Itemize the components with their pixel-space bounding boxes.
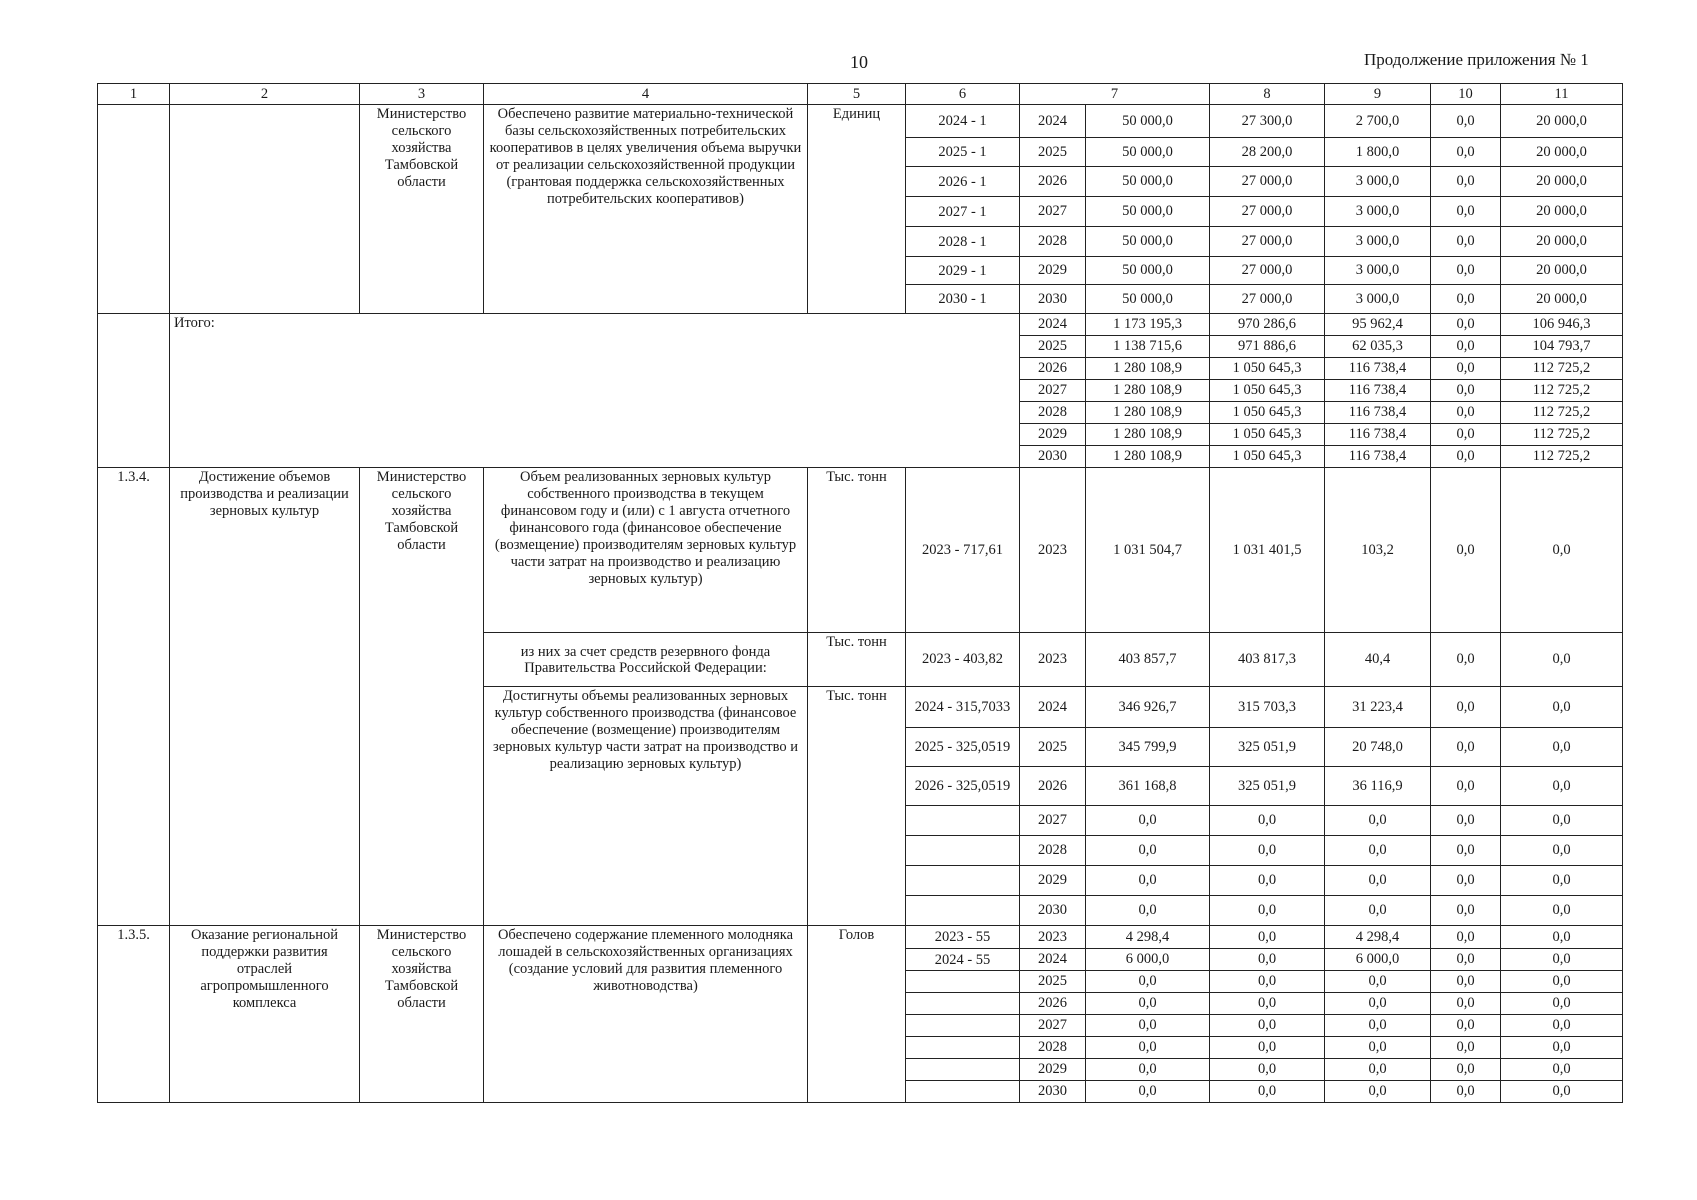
local-cell: 0,0 <box>1431 926 1501 949</box>
federal-cell: 0,0 <box>1210 806 1325 836</box>
year-cell: 2026 <box>1020 993 1086 1015</box>
c8-cell: 403 817,3 <box>1210 633 1325 687</box>
name-cell: Достижение объемов производства и реализации зерновых культур <box>170 468 360 926</box>
federal-cell: 0,0 <box>1210 836 1325 866</box>
year-cell: 2025 <box>1020 728 1086 767</box>
table-row <box>98 926 1623 949</box>
c9-cell: 40,4 <box>1325 633 1431 687</box>
regional-cell: 0,0 <box>1325 896 1431 926</box>
column-header: 6 <box>906 84 1020 105</box>
federal-cell: 970 286,6 <box>1210 314 1325 336</box>
c9-cell: 103,2 <box>1325 468 1431 633</box>
num-cell: 1.3.5. <box>98 926 170 1103</box>
target-cell <box>906 1015 1020 1037</box>
federal-cell: 27 000,0 <box>1210 197 1325 227</box>
itogo-label: Итого: <box>170 314 1020 468</box>
target-cell <box>906 993 1020 1015</box>
year-cell: 2027 <box>1020 197 1086 227</box>
federal-cell: 0,0 <box>1210 1037 1325 1059</box>
local-cell: 0,0 <box>1431 336 1501 358</box>
regional-cell: 95 962,4 <box>1325 314 1431 336</box>
c10-cell: 0,0 <box>1431 633 1501 687</box>
column-header: 3 <box>360 84 484 105</box>
local-cell: 0,0 <box>1431 446 1501 468</box>
regional-cell: 0,0 <box>1325 971 1431 993</box>
responsible-cell: Министерство сельского хозяйства Тамбовской области <box>360 105 484 314</box>
year-cell: 2028 <box>1020 1037 1086 1059</box>
total-cell: 0,0 <box>1086 1015 1210 1037</box>
federal-cell: 0,0 <box>1210 926 1325 949</box>
year-cell: 2024 <box>1020 314 1086 336</box>
regional-cell: 3 000,0 <box>1325 227 1431 257</box>
extra-cell: 20 000,0 <box>1501 197 1623 227</box>
federal-cell: 1 050 645,3 <box>1210 358 1325 380</box>
extra-cell: 112 725,2 <box>1501 424 1623 446</box>
regional-cell: 0,0 <box>1325 1037 1431 1059</box>
target-cell: 2024 - 55 <box>906 949 1020 971</box>
regional-cell: 3 000,0 <box>1325 285 1431 314</box>
extra-cell: 112 725,2 <box>1501 380 1623 402</box>
year-cell: 2029 <box>1020 257 1086 285</box>
total-cell: 0,0 <box>1086 806 1210 836</box>
year-cell: 2028 <box>1020 836 1086 866</box>
target-cell: 2023 - 55 <box>906 926 1020 949</box>
total-cell: 1 138 715,6 <box>1086 336 1210 358</box>
column-header: 8 <box>1210 84 1325 105</box>
target-cell: 2023 - 403,82 <box>906 633 1020 687</box>
year-cell: 2026 <box>1020 767 1086 806</box>
c10-cell: 0,0 <box>1431 468 1501 633</box>
extra-cell: 0,0 <box>1501 971 1623 993</box>
local-cell: 0,0 <box>1431 896 1501 926</box>
extra-cell: 112 725,2 <box>1501 358 1623 380</box>
extra-cell: 0,0 <box>1501 806 1623 836</box>
unit-cell: Тыс. тонн <box>808 687 906 926</box>
target-cell: 2023 - 717,61 <box>906 468 1020 633</box>
year-cell: 2025 <box>1020 138 1086 167</box>
local-cell: 0,0 <box>1431 227 1501 257</box>
total-cell: 6 000,0 <box>1086 949 1210 971</box>
local-cell: 0,0 <box>1431 314 1501 336</box>
total-cell: 361 168,8 <box>1086 767 1210 806</box>
page-number: 10 <box>850 52 868 72</box>
column-header: 11 <box>1501 84 1623 105</box>
target-cell <box>906 866 1020 896</box>
year-cell: 2024 <box>1020 105 1086 138</box>
federal-cell: 27 000,0 <box>1210 167 1325 197</box>
result-cell: Обеспечено содержание племенного молодняка лошадей в сельскохозяйственных организациях (создание условий для развития племенного животноводства) <box>484 926 808 1103</box>
federal-cell: 27 000,0 <box>1210 257 1325 285</box>
extra-cell: 0,0 <box>1501 949 1623 971</box>
extra-cell: 0,0 <box>1501 687 1623 728</box>
local-cell: 0,0 <box>1431 993 1501 1015</box>
year-cell: 2023 <box>1020 926 1086 949</box>
total-cell: 1 173 195,3 <box>1086 314 1210 336</box>
extra-cell: 104 793,7 <box>1501 336 1623 358</box>
local-cell: 0,0 <box>1431 358 1501 380</box>
header-row <box>98 84 1623 105</box>
local-cell: 0,0 <box>1431 687 1501 728</box>
year-cell: 2030 <box>1020 285 1086 314</box>
year-cell: 2027 <box>1020 1015 1086 1037</box>
name-cell: Оказание региональной поддержки развития отраслей агропромышленного комплекса <box>170 926 360 1103</box>
total-cell: 0,0 <box>1086 971 1210 993</box>
regional-cell: 20 748,0 <box>1325 728 1431 767</box>
year-cell: 2025 <box>1020 971 1086 993</box>
local-cell: 0,0 <box>1431 836 1501 866</box>
federal-cell: 0,0 <box>1210 949 1325 971</box>
year-cell: 2030 <box>1020 446 1086 468</box>
num-cell: 1.3.4. <box>98 468 170 926</box>
regional-cell: 1 800,0 <box>1325 138 1431 167</box>
result-cell: Обеспечено развитие материально-технической базы сельскохозяйственных потребительских кооперативов в целях увеличения объема выручки от реализации сельскохозяйственной продукции (грантовая поддержка сельскохозяйственных потребительских кооперативов) <box>484 105 808 314</box>
federal-cell: 28 200,0 <box>1210 138 1325 167</box>
budget-table <box>97 83 1623 1103</box>
extra-cell: 0,0 <box>1501 728 1623 767</box>
regional-cell: 0,0 <box>1325 1015 1431 1037</box>
name-cell <box>170 105 360 314</box>
num-cell <box>98 105 170 314</box>
unit-cell: Единиц <box>808 105 906 314</box>
target-cell: 2025 - 325,0519 <box>906 728 1020 767</box>
federal-cell: 0,0 <box>1210 1059 1325 1081</box>
regional-cell: 0,0 <box>1325 993 1431 1015</box>
c8-cell: 1 031 401,5 <box>1210 468 1325 633</box>
federal-cell: 1 050 645,3 <box>1210 402 1325 424</box>
local-cell: 0,0 <box>1431 728 1501 767</box>
federal-cell: 27 000,0 <box>1210 227 1325 257</box>
c11-cell: 0,0 <box>1501 468 1623 633</box>
local-cell: 0,0 <box>1431 257 1501 285</box>
unit-cell: Тыс. тонн <box>808 633 906 687</box>
total-cell: 403 857,7 <box>1086 633 1210 687</box>
local-cell: 0,0 <box>1431 197 1501 227</box>
target-cell <box>906 1081 1020 1103</box>
regional-cell: 116 738,4 <box>1325 424 1431 446</box>
year-cell: 2028 <box>1020 227 1086 257</box>
target-cell: 2024 - 1 <box>906 105 1020 138</box>
target-cell: 2029 - 1 <box>906 257 1020 285</box>
year-cell: 2023 <box>1020 633 1086 687</box>
column-header: 7 <box>1020 84 1210 105</box>
federal-cell: 27 300,0 <box>1210 105 1325 138</box>
responsible-cell: Министерство сельского хозяйства Тамбовской области <box>360 468 484 926</box>
regional-cell: 116 738,4 <box>1325 358 1431 380</box>
federal-cell: 325 051,9 <box>1210 767 1325 806</box>
regional-cell: 3 000,0 <box>1325 167 1431 197</box>
regional-cell: 116 738,4 <box>1325 380 1431 402</box>
local-cell: 0,0 <box>1431 105 1501 138</box>
year-cell: 2025 <box>1020 336 1086 358</box>
total-cell: 50 000,0 <box>1086 285 1210 314</box>
target-cell <box>906 971 1020 993</box>
regional-cell: 62 035,3 <box>1325 336 1431 358</box>
regional-cell: 36 116,9 <box>1325 767 1431 806</box>
c11-cell: 0,0 <box>1501 633 1623 687</box>
local-cell: 0,0 <box>1431 949 1501 971</box>
total-cell: 346 926,7 <box>1086 687 1210 728</box>
result-cell: Достигнуты объемы реализованных зерновых культур собственного производства (финансовое обеспечение (возмещение) производителям зерновых культур части затрат на производство и реализацию зерновых культур) <box>484 687 808 926</box>
table-row <box>98 468 1623 633</box>
continuation-caption: Продолжение приложения № 1 <box>1364 50 1589 69</box>
regional-cell: 0,0 <box>1325 836 1431 866</box>
year-cell: 2023 <box>1020 468 1086 633</box>
total-cell: 1 280 108,9 <box>1086 446 1210 468</box>
regional-cell: 6 000,0 <box>1325 949 1431 971</box>
target-cell: 2026 - 325,0519 <box>906 767 1020 806</box>
total-cell: 0,0 <box>1086 896 1210 926</box>
target-cell <box>906 896 1020 926</box>
federal-cell: 971 886,6 <box>1210 336 1325 358</box>
target-cell <box>906 1059 1020 1081</box>
regional-cell: 2 700,0 <box>1325 105 1431 138</box>
local-cell: 0,0 <box>1431 380 1501 402</box>
num-cell <box>98 314 170 468</box>
result-cell: Объем реализованных зерновых культур собственного производства в текущем финансовом году и (или) с 1 августа отчетного финансового года (финансовое обеспечение (возмещение) производителям зерновых культур части затрат на производство и реализацию зерновых культур) <box>484 468 808 633</box>
column-header: 2 <box>170 84 360 105</box>
target-cell <box>906 1037 1020 1059</box>
extra-cell: 106 946,3 <box>1501 314 1623 336</box>
total-cell: 50 000,0 <box>1086 167 1210 197</box>
federal-cell: 27 000,0 <box>1210 285 1325 314</box>
regional-cell: 0,0 <box>1325 866 1431 896</box>
local-cell: 0,0 <box>1431 138 1501 167</box>
extra-cell: 0,0 <box>1501 926 1623 949</box>
extra-cell: 20 000,0 <box>1501 257 1623 285</box>
extra-cell: 20 000,0 <box>1501 167 1623 197</box>
local-cell: 0,0 <box>1431 402 1501 424</box>
column-header: 10 <box>1431 84 1501 105</box>
target-cell: 2030 - 1 <box>906 285 1020 314</box>
regional-cell: 0,0 <box>1325 806 1431 836</box>
total-cell: 50 000,0 <box>1086 105 1210 138</box>
column-header: 4 <box>484 84 808 105</box>
federal-cell: 1 050 645,3 <box>1210 424 1325 446</box>
total-cell: 50 000,0 <box>1086 138 1210 167</box>
federal-cell: 0,0 <box>1210 1081 1325 1103</box>
federal-cell: 325 051,9 <box>1210 728 1325 767</box>
federal-cell: 315 703,3 <box>1210 687 1325 728</box>
total-cell: 0,0 <box>1086 993 1210 1015</box>
column-header: 1 <box>98 84 170 105</box>
total-cell: 345 799,9 <box>1086 728 1210 767</box>
local-cell: 0,0 <box>1431 1015 1501 1037</box>
extra-cell: 112 725,2 <box>1501 446 1623 468</box>
total-cell: 4 298,4 <box>1086 926 1210 949</box>
local-cell: 0,0 <box>1431 1037 1501 1059</box>
regional-cell: 116 738,4 <box>1325 446 1431 468</box>
regional-cell: 31 223,4 <box>1325 687 1431 728</box>
total-cell: 1 280 108,9 <box>1086 402 1210 424</box>
local-cell: 0,0 <box>1431 866 1501 896</box>
year-cell: 2024 <box>1020 949 1086 971</box>
local-cell: 0,0 <box>1431 767 1501 806</box>
total-cell: 1 280 108,9 <box>1086 358 1210 380</box>
extra-cell: 112 725,2 <box>1501 402 1623 424</box>
target-cell: 2024 - 315,7033 <box>906 687 1020 728</box>
local-cell: 0,0 <box>1431 806 1501 836</box>
unit-cell: Голов <box>808 926 906 1103</box>
extra-cell: 0,0 <box>1501 767 1623 806</box>
federal-cell: 0,0 <box>1210 866 1325 896</box>
extra-cell: 20 000,0 <box>1501 105 1623 138</box>
year-cell: 2026 <box>1020 358 1086 380</box>
extra-cell: 0,0 <box>1501 993 1623 1015</box>
local-cell: 0,0 <box>1431 424 1501 446</box>
table-row <box>98 105 1623 138</box>
total-cell: 0,0 <box>1086 836 1210 866</box>
extra-cell: 0,0 <box>1501 1037 1623 1059</box>
regional-cell: 0,0 <box>1325 1059 1431 1081</box>
extra-cell: 0,0 <box>1501 1059 1623 1081</box>
year-cell: 2026 <box>1020 167 1086 197</box>
extra-cell: 20 000,0 <box>1501 285 1623 314</box>
local-cell: 0,0 <box>1431 1059 1501 1081</box>
year-cell: 2024 <box>1020 687 1086 728</box>
federal-cell: 0,0 <box>1210 1015 1325 1037</box>
target-cell: 2027 - 1 <box>906 197 1020 227</box>
federal-cell: 0,0 <box>1210 896 1325 926</box>
column-header: 5 <box>808 84 906 105</box>
local-cell: 0,0 <box>1431 167 1501 197</box>
total-cell: 1 031 504,7 <box>1086 468 1210 633</box>
total-cell: 1 280 108,9 <box>1086 424 1210 446</box>
extra-cell: 0,0 <box>1501 1081 1623 1103</box>
year-cell: 2030 <box>1020 896 1086 926</box>
year-cell: 2029 <box>1020 866 1086 896</box>
extra-cell: 0,0 <box>1501 1015 1623 1037</box>
extra-cell: 0,0 <box>1501 836 1623 866</box>
total-cell: 50 000,0 <box>1086 197 1210 227</box>
unit-cell: Тыс. тонн <box>808 468 906 633</box>
federal-cell: 0,0 <box>1210 971 1325 993</box>
year-cell: 2028 <box>1020 402 1086 424</box>
year-cell: 2030 <box>1020 1081 1086 1103</box>
year-cell: 2027 <box>1020 806 1086 836</box>
local-cell: 0,0 <box>1431 285 1501 314</box>
extra-cell: 20 000,0 <box>1501 138 1623 167</box>
column-header: 9 <box>1325 84 1431 105</box>
total-cell: 50 000,0 <box>1086 257 1210 285</box>
federal-cell: 0,0 <box>1210 993 1325 1015</box>
extra-cell: 0,0 <box>1501 866 1623 896</box>
target-cell: 2028 - 1 <box>906 227 1020 257</box>
federal-cell: 1 050 645,3 <box>1210 380 1325 402</box>
regional-cell: 4 298,4 <box>1325 926 1431 949</box>
extra-cell: 0,0 <box>1501 896 1623 926</box>
target-cell: 2026 - 1 <box>906 167 1020 197</box>
target-cell <box>906 806 1020 836</box>
total-cell: 0,0 <box>1086 866 1210 896</box>
local-cell: 0,0 <box>1431 1081 1501 1103</box>
total-cell: 1 280 108,9 <box>1086 380 1210 402</box>
responsible-cell: Министерство сельского хозяйства Тамбовской области <box>360 926 484 1103</box>
year-cell: 2029 <box>1020 424 1086 446</box>
federal-cell: 1 050 645,3 <box>1210 446 1325 468</box>
total-cell: 0,0 <box>1086 1081 1210 1103</box>
regional-cell: 3 000,0 <box>1325 257 1431 285</box>
year-cell: 2029 <box>1020 1059 1086 1081</box>
table-row <box>98 314 1623 336</box>
total-cell: 50 000,0 <box>1086 227 1210 257</box>
total-cell: 0,0 <box>1086 1059 1210 1081</box>
regional-cell: 116 738,4 <box>1325 402 1431 424</box>
total-cell: 0,0 <box>1086 1037 1210 1059</box>
target-cell: 2025 - 1 <box>906 138 1020 167</box>
local-cell: 0,0 <box>1431 971 1501 993</box>
regional-cell: 3 000,0 <box>1325 197 1431 227</box>
year-cell: 2027 <box>1020 380 1086 402</box>
extra-cell: 20 000,0 <box>1501 227 1623 257</box>
regional-cell: 0,0 <box>1325 1081 1431 1103</box>
target-cell <box>906 836 1020 866</box>
result-cell: из них за счет средств резервного фонда Правительства Российской Федерации: <box>484 633 808 687</box>
